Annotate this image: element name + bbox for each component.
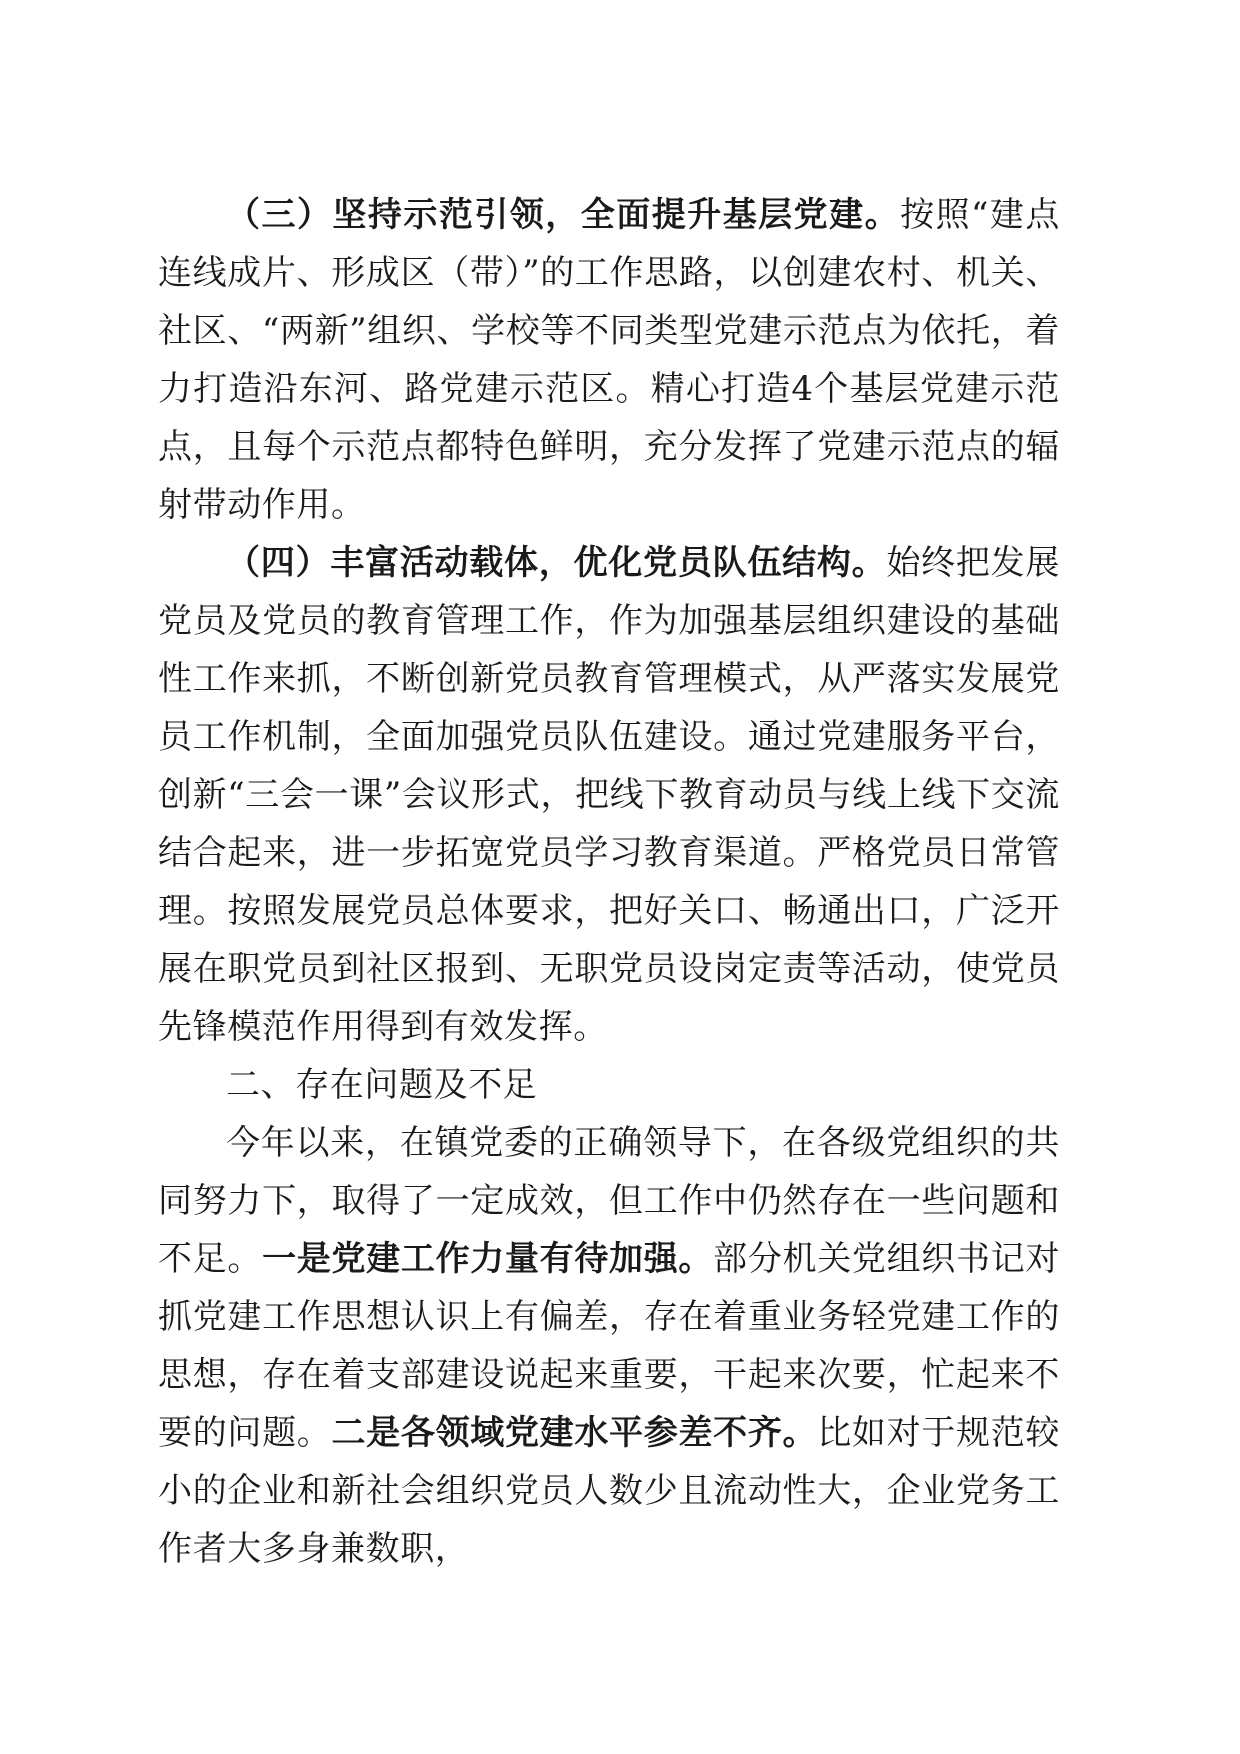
problems-intro: 今年以来，在镇党委的正确领导下，在各级党组织的共同努力下，取得了一定成效，但工作中仍然存在一些问题和不足。 xyxy=(158,1123,1060,1279)
paragraph-section-four xyxy=(158,534,1060,1056)
section-four-body: 始终把发展党员及党员的教育管理工作，作为加强基层组织建设的基础性工作来抓，不断创新党员教育管理模式，从严落实发展党员工作机制，全面加强党员队伍建设。通过党建服务平台，创新“三会一课”会议形式，把线下教育动员与线上线下交流结合起来，进一步拓宽党员学习教育渠道。严格党员日常管理。按照发展党员总体要求，把好关口、畅通出口，广泛开展在职党员到社区报到、无职党员设岗定责等活动，使党员先锋模范作用得到有效发挥。 xyxy=(158,543,1060,1047)
problem-two-heading: 二是各领域党建水平参差不齐。 xyxy=(331,1413,818,1453)
problem-two-body: 比如对于规范较小的企业和新社会组织党员人数少且流动性大，企业党务工作者大多身兼数职， xyxy=(158,1413,1061,1569)
section-three-heading: （三）坚持示范引领，全面提升基层党建。 xyxy=(226,195,901,235)
problem-one-body: 部分机关党组织书记对抓党建工作思想认识上有偏差，存在着重业务轻党建工作的思想，存在着支部建设说起来重要，干起来次要，忙起来不要的问题。 xyxy=(158,1239,1060,1453)
section-four-heading: （四）丰富活动载体，优化党员队伍结构。 xyxy=(226,543,887,583)
paragraph-section-three xyxy=(158,186,1060,534)
document-page xyxy=(158,186,1060,1578)
chapter-two-heading: 二、存在问题及不足 xyxy=(226,1065,538,1105)
section-three-body: 按照“建点连线成片、形成区（带）”的工作思路，以创建农村、机关、社区、“两新”组织、学校等不同类型党建示范点为依托，着力打造沿东河、路党建示范区。精心打造4个基层党建示范点，且每个示范点都特色鲜明，充分发挥了党建示范点的辐射带动作用。 xyxy=(158,195,1060,525)
paragraph-problems xyxy=(158,1114,1060,1578)
problem-one-heading: 一是党建工作力量有待加强。 xyxy=(262,1239,714,1279)
